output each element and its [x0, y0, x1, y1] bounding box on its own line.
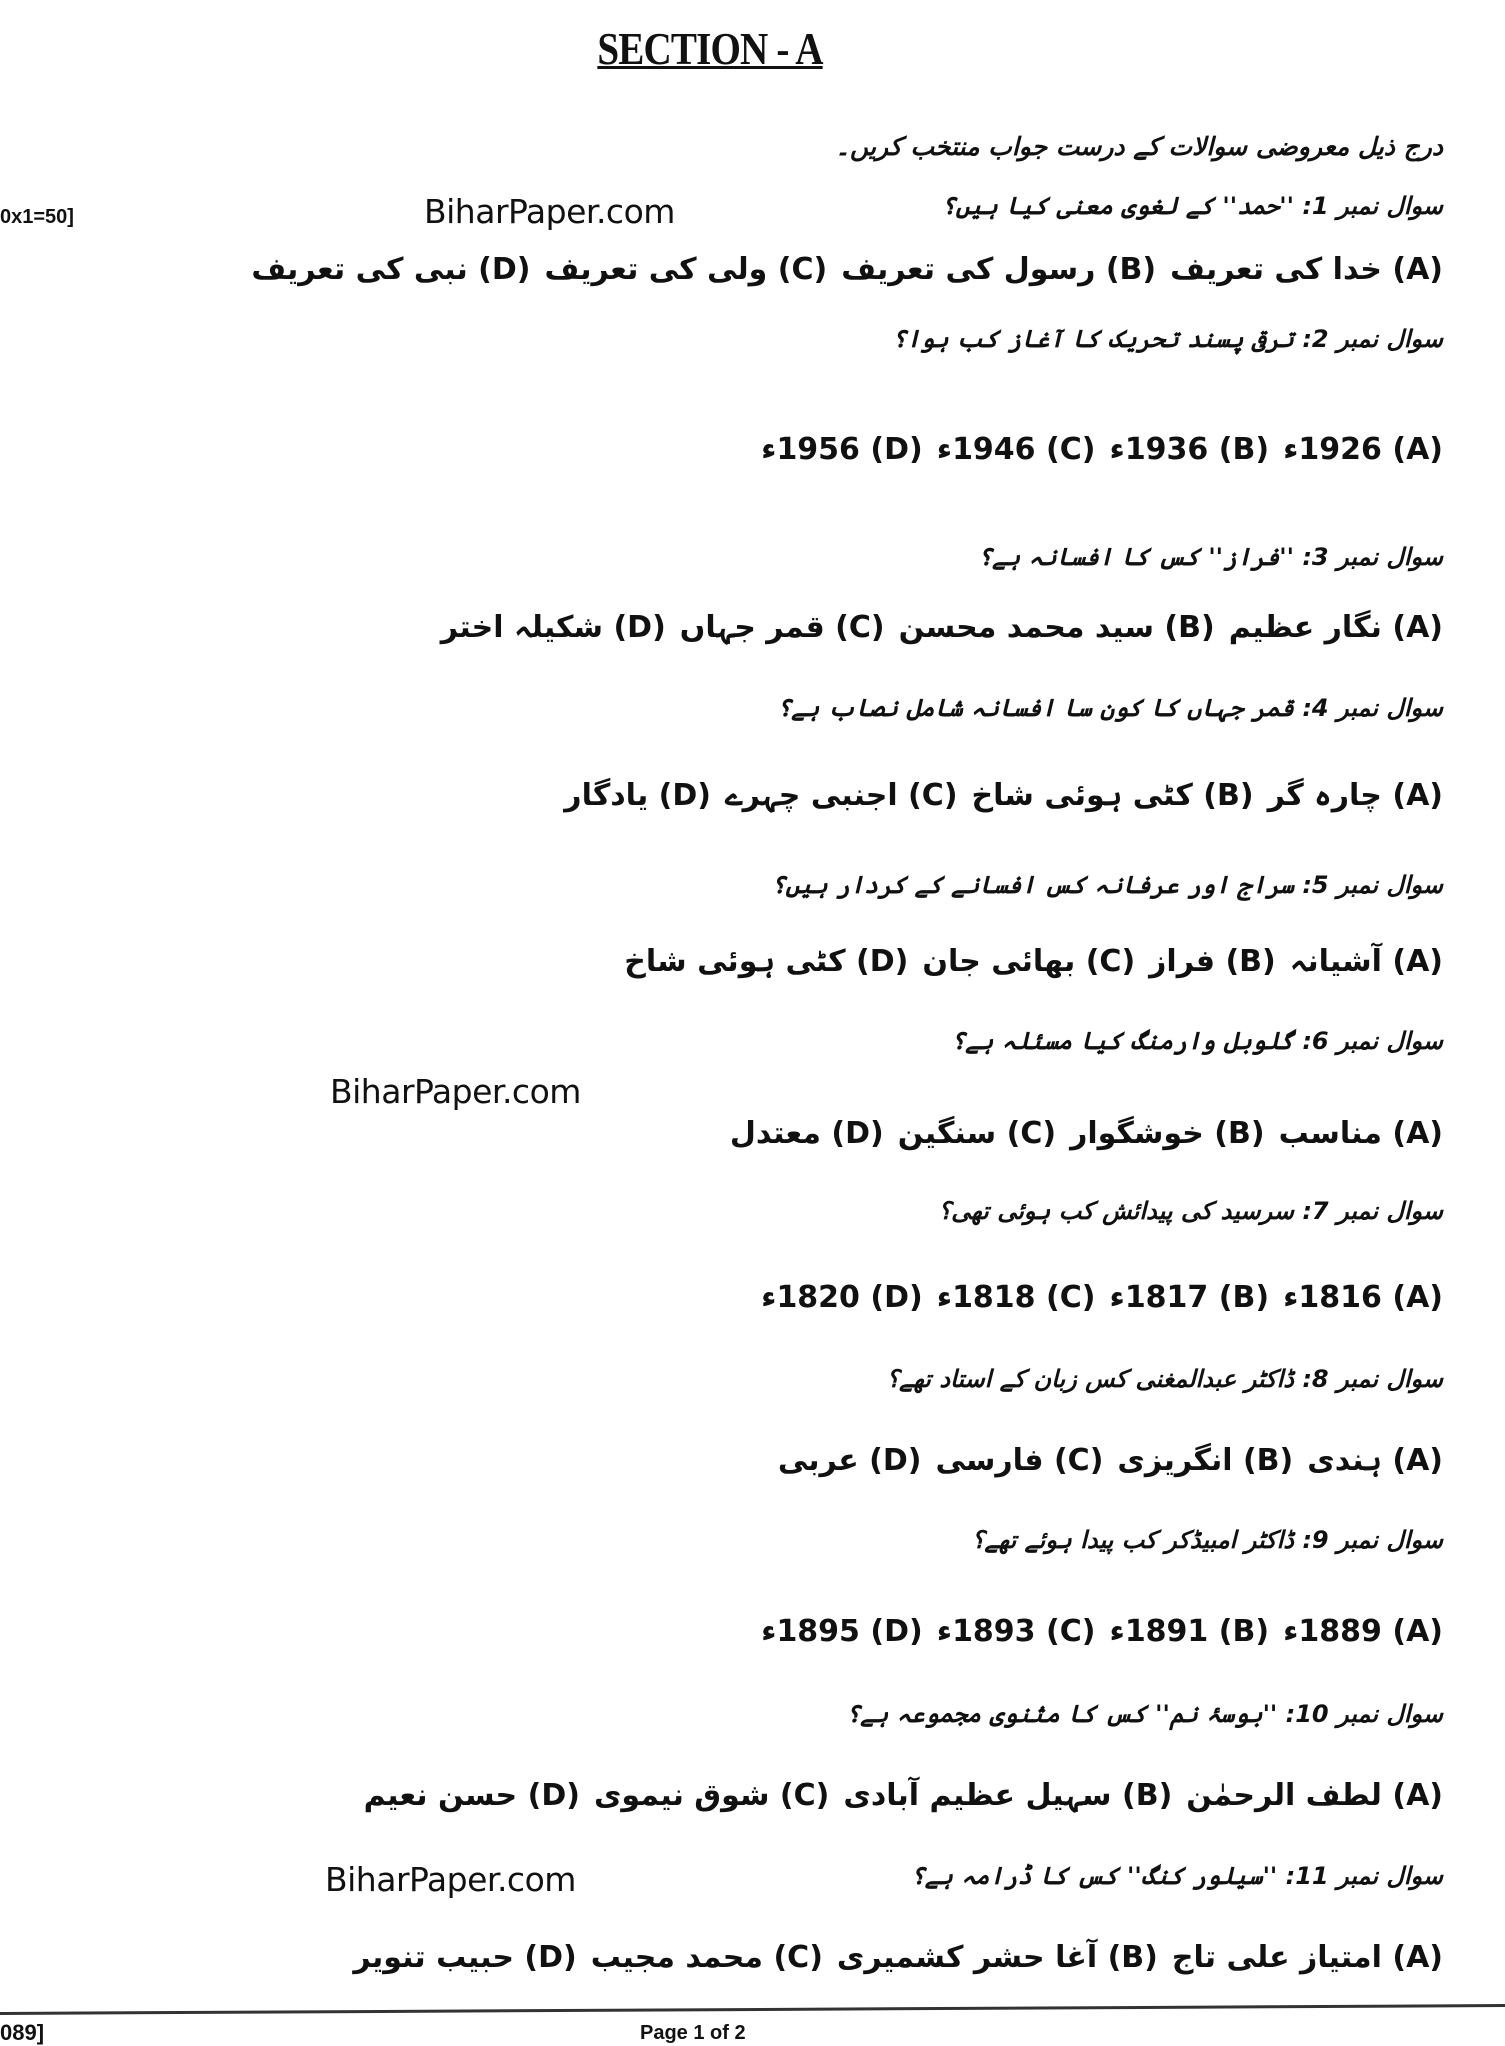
option-b: (B) انگریزی: [1117, 1443, 1294, 1478]
option-c: (C) 1893ء: [936, 1614, 1096, 1649]
option-c: (C) 1946ء: [936, 432, 1096, 467]
page-divider: [0, 2004, 1505, 2015]
question-text: سوال نمبر 11: ''سیلور کنگ'' کس کا ڈرامہ ہے؟: [910, 1862, 1443, 1890]
option-a: (A) آشیانہ: [1289, 944, 1443, 979]
question-text: سوال نمبر 3: ''فراز'' کس کا افسانہ ہے؟: [978, 543, 1443, 571]
option-d: (D) معتدل: [729, 1116, 884, 1151]
options-row: [339, 1940, 1443, 1975]
option-c: (C) ولی کی تعریف: [544, 252, 828, 287]
option-c: (C) محمد مجیب: [590, 1940, 823, 1975]
question-text: سوال نمبر 4: قمر جہاں کا کون سا افسانہ شامل نصاب ہے؟: [777, 694, 1443, 722]
option-a: (A) ہندی: [1307, 1443, 1443, 1478]
option-b: (B) سہیل عظیم آبادی: [843, 1778, 1173, 1813]
question-text: سوال نمبر 9: ڈاکٹر امبیڈکر کب پیدا ہوئے تھے؟: [971, 1526, 1443, 1554]
question-text: سوال نمبر 2: ترقی پسند تحریک کا آغاز کب ہوا؟: [892, 325, 1443, 353]
option-b: (B) 1891ء: [1109, 1614, 1270, 1649]
option-b: (B) 1936ء: [1109, 432, 1270, 467]
question-text: سوال نمبر 8: ڈاکٹر عبدالمغنی کس زبان کے استاد تھے؟: [886, 1365, 1443, 1393]
option-d: (D) حبیب تنویر: [353, 1940, 577, 1975]
option-c: (C) قمر جہاں: [679, 610, 885, 645]
option-c: (C) 1818ء: [936, 1280, 1096, 1315]
watermark: BiharPaper.com: [325, 1860, 576, 1899]
instructions: درج ذیل معروضی سوالات کے درست جواب منتخب کریں۔: [835, 132, 1443, 161]
question-text: سوال نمبر 6: گلوبل وارمنگ کیا مسئلہ ہے؟: [951, 1027, 1443, 1055]
option-a: (A) چارہ گر: [1267, 778, 1443, 813]
option-a: (A) خدا کی تعریف: [1170, 252, 1443, 287]
option-d: (D) حسن نعیم: [363, 1778, 580, 1813]
option-b: (B) سید محمد محسن: [898, 610, 1215, 645]
option-d: (D) 1895ء: [761, 1614, 923, 1649]
option-d: (D) عربی: [777, 1443, 922, 1478]
option-b: (B) فراز: [1149, 944, 1276, 979]
option-b: (B) 1817ء: [1109, 1280, 1270, 1315]
option-c: (C) بھائی جان: [922, 944, 1136, 979]
options-row: [427, 610, 1443, 645]
question-text: سوال نمبر 10: ''بوسۂ نم'' کس کا مثنوی مجموعہ ہے؟: [846, 1700, 1443, 1728]
option-d: (D) نبی کی تعریف: [251, 252, 531, 287]
question-text: سوال نمبر 1: ''حمد'' کے لغوی معنی کیا ہیں؟: [941, 192, 1443, 220]
options-row: [237, 252, 1443, 287]
watermark: BiharPaper.com: [330, 1072, 581, 1111]
option-c: (C) شوق نیموی: [593, 1778, 830, 1813]
option-d: (D) شکیلہ اختر: [440, 610, 666, 645]
option-d: (D) 1956ء: [761, 432, 923, 467]
option-a: (A) نگار عظیم: [1228, 610, 1443, 645]
question-text: سوال نمبر 5: سراج اور عرفانہ کس افسانے کے کردار ہیں؟: [771, 871, 1443, 899]
option-b: (B) رسول کی تعریف: [841, 252, 1157, 287]
option-d: (D) کٹی ہوئی شاخ: [624, 944, 909, 979]
section-title: SECTION - A: [597, 23, 823, 74]
option-b: (B) کٹی ہوئی شاخ: [971, 778, 1254, 813]
option-a: (A) امتیاز علی تاج: [1171, 1940, 1443, 1975]
option-c: (C) فارسی: [935, 1443, 1104, 1478]
option-d: (D) 1820ء: [761, 1280, 923, 1315]
page-number: Page 1 of 2: [640, 2022, 746, 2044]
options-row: [550, 778, 1443, 813]
question-text: سوال نمبر 7: سرسید کی پیدائش کب ہوئی تھی؟: [938, 1197, 1443, 1225]
watermark: BiharPaper.com: [424, 192, 675, 231]
options-row: [350, 1778, 1443, 1813]
options-row: [747, 1614, 1443, 1649]
option-a: (A) لطف الرحمٰن: [1186, 1778, 1443, 1813]
options-row: [610, 944, 1443, 979]
option-c: (C) اجنبی چہرے: [724, 778, 958, 813]
option-a: (A) 1889ء: [1283, 1614, 1443, 1649]
option-a: (A) 1926ء: [1283, 432, 1443, 467]
option-d: (D) یادگار: [564, 778, 711, 813]
option-b: (B) آغا حشر کشمیری: [836, 1940, 1158, 1975]
options-row: [764, 1443, 1443, 1478]
marks-label: 0x1=50]: [0, 206, 74, 228]
options-row: [747, 432, 1443, 467]
option-a: (A) مناسب: [1278, 1116, 1443, 1151]
options-row: [747, 1280, 1443, 1315]
option-c: (C) سنگین: [897, 1116, 1057, 1151]
options-row: [716, 1116, 1443, 1151]
option-b: (B) خوشگوار: [1070, 1116, 1265, 1151]
option-a: (A) 1816ء: [1283, 1280, 1443, 1315]
footer-code: 089]: [0, 2020, 45, 2045]
